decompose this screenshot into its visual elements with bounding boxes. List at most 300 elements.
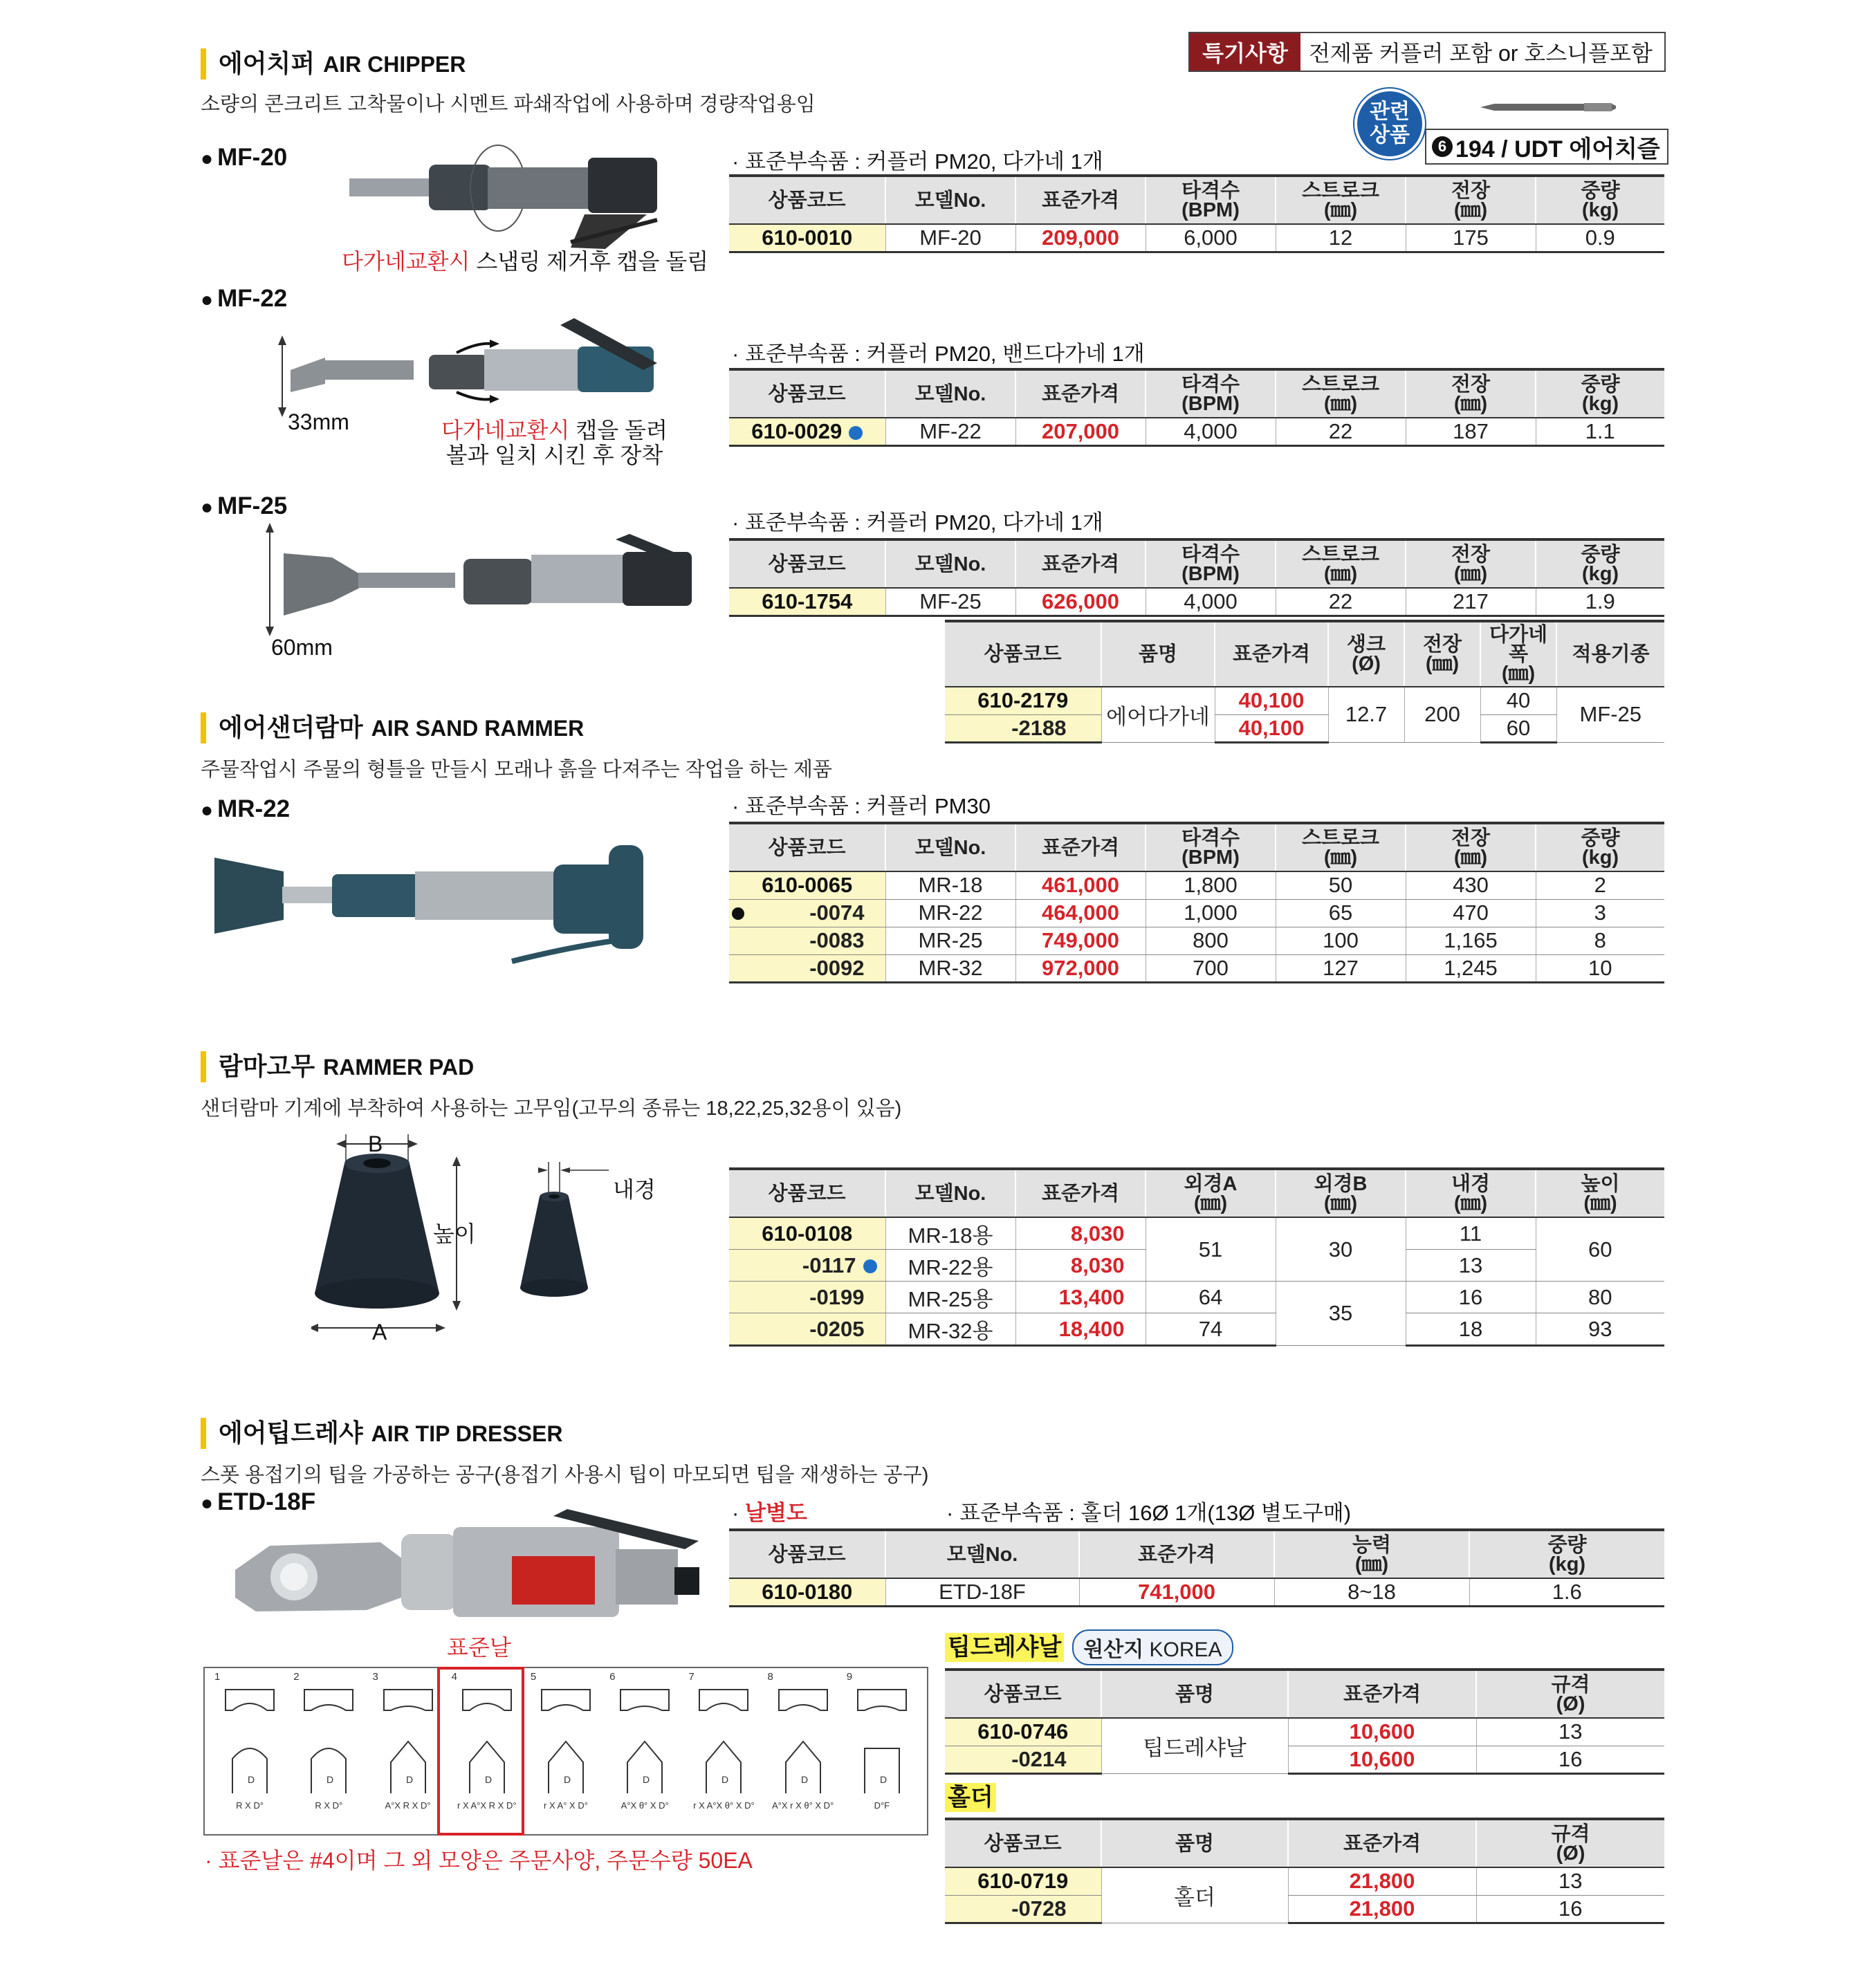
spec-cell: 6,000: [1146, 224, 1276, 252]
product-code: [729, 224, 885, 252]
column-header: 중량 (kg): [1536, 823, 1664, 871]
column-header: 상품코드: [729, 369, 885, 418]
pad-label-height: 높이: [433, 1221, 476, 1246]
column-header: 표준가격: [1015, 1169, 1146, 1217]
mf22-dim: 33mm: [288, 409, 349, 434]
table-row: [945, 1718, 1664, 1746]
chisel-code-1: -2188: [945, 714, 1101, 742]
blade-price-0: 10,600: [1288, 1718, 1476, 1746]
product-code: [729, 1578, 885, 1606]
pad-height-1: 80: [1536, 1282, 1664, 1313]
spec-cell: 22: [1276, 588, 1406, 616]
table-row: [729, 418, 1664, 445]
product-code-text: -0074: [809, 900, 865, 925]
pad-price-1: 8,030: [1015, 1250, 1146, 1282]
column-header: 상품코드: [729, 1169, 885, 1217]
column-header: 능력 (㎜): [1274, 1530, 1469, 1578]
pad-code-3: -0205: [729, 1313, 885, 1346]
chisel-price-1: 40,100: [1215, 714, 1328, 742]
related-badge-line1: 관련: [1370, 100, 1410, 123]
column-header: 품명: [1101, 621, 1215, 687]
mf20-tool-image: [342, 138, 668, 252]
blade-profile-icon: [219, 1683, 281, 1800]
mf25-accessories: · 표준부속품 : 커플러 PM20, 다가네 1개: [732, 510, 1103, 535]
column-header: 표준가격: [1079, 1530, 1274, 1578]
pad-title: [201, 1051, 474, 1082]
mf25-tool-image: [256, 519, 712, 636]
price-cell: 209,000: [1015, 224, 1146, 252]
column-header: 표준가격: [1015, 823, 1146, 871]
svg-text:D: D: [643, 1774, 650, 1785]
spec-cell: 800: [1146, 927, 1276, 954]
rammer-tool-image: [208, 837, 733, 982]
spec-cell: MR-18: [885, 871, 1015, 899]
pad-model-2: MR-25용: [885, 1282, 1015, 1313]
column-header: 타격수 (BPM): [1146, 176, 1276, 224]
chisel-table: [945, 620, 1664, 743]
spec-cell: 1.6: [1469, 1578, 1664, 1606]
mf22-note-red: 다가네교환시: [441, 418, 570, 443]
dresser-title-ko: 에어팁드레샤: [219, 1418, 363, 1447]
spec-cell: 1.9: [1536, 588, 1664, 616]
column-header: 전장 (㎜): [1406, 539, 1536, 588]
mf25-acc-text: 표준부속품 : 커플러 PM20, 다가네 1개: [744, 510, 1103, 535]
pad-model-3: MR-32용: [885, 1313, 1015, 1346]
blade-shape-number: 1: [214, 1671, 221, 1683]
svg-text:D: D: [721, 1774, 729, 1785]
mf20-acc-text: 표준부속품 : 커플러 PM20, 다가네 1개: [744, 149, 1103, 174]
column-header: 스트로크 (㎜): [1276, 369, 1406, 418]
blade-shape-caption: A°X R X D°: [385, 1800, 431, 1811]
related-num-badge: 6: [1432, 136, 1453, 157]
price-cell: 207,000: [1015, 418, 1146, 445]
origin-label: 원산지: [1083, 1638, 1144, 1661]
table-row: [945, 1867, 1664, 1895]
product-code: [729, 927, 885, 954]
pad-title-ko: 람마고무: [219, 1052, 315, 1080]
chisel-header-row: [945, 621, 1664, 687]
mf22-spec-table: [729, 368, 1664, 447]
spec-cell: MF-22: [885, 418, 1015, 445]
dresser-footnote: · 표준날은 #4이며 그 외 모양은 주문사양, 주문수량 50EA: [205, 1848, 753, 1873]
column-header: 높이 (㎜): [1536, 1169, 1664, 1217]
spec-cell: 22: [1276, 418, 1406, 445]
table-row: [945, 687, 1664, 714]
blade-shape-6: [605, 1671, 684, 1831]
new-dot-icon: [863, 1259, 877, 1273]
spec-cell: 1,000: [1146, 899, 1276, 927]
pad-code-1-text: -0117: [802, 1253, 856, 1277]
spec-cell: 8: [1536, 927, 1664, 954]
spec-cell: 217: [1406, 588, 1536, 616]
column-header: 전장 (㎜): [1406, 823, 1536, 871]
blade-price-1: 10,600: [1288, 1746, 1476, 1773]
dresser-title: [201, 1418, 562, 1449]
pad-label-b: B: [368, 1131, 383, 1156]
column-header: 타격수 (BPM): [1146, 369, 1276, 418]
blade-shapes-diagram: [203, 1667, 928, 1836]
chisel-applies: MF-25: [1556, 687, 1664, 742]
product-code-text: -0092: [809, 955, 865, 980]
new-dot-icon: [849, 426, 863, 440]
pad-height-2: 93: [1536, 1313, 1664, 1346]
blade-section-title: 팁드레샤날: [945, 1633, 1064, 1662]
mf25-header-row: [729, 539, 1664, 588]
column-header: 상품코드: [729, 823, 885, 871]
holder-table: [945, 1818, 1664, 1924]
pad-model-0: MR-18용: [885, 1217, 1015, 1250]
pad-price-0: 8,030: [1015, 1217, 1146, 1250]
table-row: [729, 224, 1664, 252]
column-header: 상품코드: [729, 539, 885, 588]
chisel-shank: 12.7: [1328, 687, 1404, 742]
spec-cell: 1,245: [1406, 954, 1536, 982]
column-header: 표준가격: [1288, 1670, 1476, 1718]
blade-shape-9: [843, 1671, 921, 1831]
column-header: 생크 (Ø): [1328, 621, 1404, 687]
spec-cell: ETD-18F: [885, 1578, 1079, 1606]
column-header: 중량 (kg): [1469, 1530, 1664, 1578]
dresser-title-en: AIR TIP DRESSER: [371, 1421, 563, 1446]
spec-cell: 12: [1276, 224, 1406, 252]
column-header: 중량 (kg): [1536, 539, 1664, 588]
spec-cell: 50: [1276, 871, 1406, 899]
rammer-title-en: AIR SAND RAMMER: [371, 716, 585, 741]
column-header: 품명: [1101, 1670, 1288, 1718]
related-badge-line2: 상품: [1370, 124, 1410, 147]
chipper-desc: 소량의 콘크리트 고착물이나 시멘트 파쇄작업에 사용하며 경량작업용임: [201, 93, 816, 115]
mf22-note-rest: 캡을 돌려: [569, 418, 668, 443]
blade-code-0: 610-0746: [945, 1718, 1101, 1746]
rammer-spec-table: [729, 822, 1664, 983]
table-row: [729, 1217, 1664, 1250]
blade-profile-icon: [614, 1683, 676, 1800]
special-text: 전제품 커플러 포함 or 호스니플포함: [1309, 41, 1653, 66]
column-header: 스트로크 (㎜): [1276, 539, 1406, 588]
pad-height-0: 60: [1536, 1217, 1664, 1282]
mf22-tool-image: [270, 315, 671, 418]
mf20-note-rest: 스냅링 제거후 캡을 돌림: [470, 249, 709, 274]
pad-model-1: MR-22용: [885, 1250, 1015, 1282]
spec-cell: 2: [1536, 871, 1664, 899]
spec-cell: 4,000: [1146, 418, 1276, 445]
table-row: [945, 1895, 1664, 1923]
mf22-accessories: · 표준부속품 : 커플러 PM20, 밴드다가네 1개: [732, 342, 1145, 366]
chisel-width-1: 60: [1480, 714, 1556, 742]
spec-cell: MR-25: [885, 927, 1015, 954]
pad-outer-a-1: 64: [1146, 1282, 1276, 1313]
chisel-width-0: 40: [1480, 687, 1556, 714]
product-code-text: 610-0180: [762, 1579, 853, 1604]
blade-header-row: [945, 1670, 1664, 1718]
blade-profile-icon: [297, 1683, 360, 1800]
blade-shape-number: 4: [451, 1671, 457, 1683]
table-row: [729, 954, 1664, 982]
pad-spec-table: [729, 1167, 1664, 1347]
spec-cell: 470: [1406, 899, 1536, 927]
holder-price-1: 21,800: [1288, 1895, 1476, 1923]
pad-label-inner: 내경: [613, 1177, 656, 1202]
price-cell: 972,000: [1015, 954, 1146, 982]
svg-text:D: D: [879, 1774, 887, 1785]
blade-shape-caption: R X D°: [315, 1800, 343, 1811]
product-code: [729, 954, 885, 982]
blade-shape-3: [368, 1671, 447, 1831]
rammer-title: [201, 712, 584, 743]
dresser-tool-image: [228, 1508, 726, 1625]
column-header: 상품코드: [945, 1819, 1101, 1867]
spec-cell: 0.9: [1536, 224, 1664, 252]
pad-label-a: A: [372, 1320, 387, 1344]
model-label-etd18f: ● ETD-18F: [201, 1488, 316, 1515]
blade-shape-7: [684, 1671, 763, 1831]
price-cell: 749,000: [1015, 927, 1146, 954]
chisel-name: 에어다가네: [1101, 687, 1215, 742]
model-label-mr22: ● MR-22: [201, 795, 291, 822]
column-header: 상품코드: [945, 621, 1101, 687]
table-row: [729, 1313, 1664, 1346]
spec-cell: 430: [1406, 871, 1536, 899]
pad-title-en: RAMMER PAD: [323, 1055, 475, 1080]
price-cell: 464,000: [1015, 899, 1146, 927]
column-header: 모델No.: [885, 539, 1015, 588]
holder-spec-0: 13: [1476, 1867, 1664, 1895]
blade-shape-caption: A°X θ° X D°: [620, 1800, 669, 1811]
blade-shape-caption: R X D°: [236, 1800, 264, 1811]
blade-shape-5: [526, 1671, 605, 1831]
model-label-mf25: ● MF-25: [201, 492, 288, 519]
model-etd18f: ETD-18F: [217, 1488, 316, 1515]
column-header: 표준가격: [1015, 539, 1146, 588]
svg-text:D: D: [327, 1774, 334, 1785]
mf20-spec-table: [729, 174, 1664, 253]
product-code-text: 610-0029: [751, 418, 843, 443]
blade-shape-number: 9: [846, 1671, 853, 1683]
column-header: 외경A (㎜): [1146, 1169, 1276, 1217]
holder-name: 홀더: [1101, 1867, 1288, 1923]
column-header: 상품코드: [729, 176, 885, 224]
pad-code-1: [729, 1250, 885, 1282]
column-header: 모델No.: [885, 1530, 1079, 1578]
blade-profile-icon: [692, 1683, 755, 1800]
blade-shape-number: 5: [530, 1671, 537, 1683]
column-header: 모델No.: [885, 823, 1015, 871]
rammer-pad-image: [311, 1127, 699, 1349]
dresser-accessories: · 표준부속품 : 홀더 16Ø 1개(13Ø 별도구매): [946, 1501, 1352, 1525]
spec-cell: 1,165: [1406, 927, 1536, 954]
spec-cell: 3: [1536, 899, 1664, 927]
blade-shape-number: 3: [372, 1671, 378, 1683]
column-header: 모델No.: [885, 176, 1015, 224]
bullet-dot-icon: [732, 907, 744, 920]
blade-name: 팁드레샤날: [1101, 1718, 1288, 1773]
dresser-desc: 스폿 용접기의 팁을 가공하는 공구(용접기 사용시 팁이 마모되면 팁을 재생하는 공구): [201, 1464, 929, 1486]
chisel-code-0: 610-2179: [945, 687, 1101, 714]
spec-cell: 8~18: [1274, 1578, 1469, 1606]
dresser-separate: · 날별도: [732, 1501, 807, 1525]
column-header: 중량 (kg): [1536, 369, 1664, 418]
std-blade-highlight: [437, 1667, 524, 1836]
column-header: 다가네폭 (㎜): [1480, 621, 1556, 687]
holder-code-1: -0728: [945, 1895, 1101, 1923]
pad-outer-a-2: 74: [1146, 1313, 1276, 1346]
product-code-text: 610-0065: [762, 873, 853, 898]
svg-text:D: D: [484, 1774, 492, 1785]
holder-price-0: 21,800: [1288, 1867, 1476, 1895]
related-text: 194 / UDT 에어치즐: [1455, 136, 1660, 163]
model-label-mf22: ● MF-22: [201, 285, 288, 312]
pad-outer-a-0: 51: [1146, 1217, 1276, 1282]
chisel-length: 200: [1404, 687, 1480, 742]
product-code: [729, 418, 885, 445]
related-badge: [1354, 89, 1425, 159]
blade-profile-icon: [772, 1683, 834, 1800]
chipper-title-en: AIR CHIPPER: [323, 52, 466, 77]
pad-inner-3: 18: [1406, 1313, 1536, 1346]
spec-cell: MF-25: [885, 588, 1015, 616]
blade-spec-0: 13: [1476, 1718, 1664, 1746]
blade-shape-2: [289, 1671, 368, 1831]
svg-text:D: D: [800, 1774, 808, 1785]
mf22-note-line2: 볼과 일치 시킨 후 장착: [445, 443, 663, 468]
spec-cell: MR-22: [885, 899, 1015, 927]
blade-shape-caption: D°F: [874, 1800, 890, 1811]
model-mf22: MF-22: [217, 285, 288, 312]
blade-shape-caption: A°X r X θ° X D°: [771, 1800, 834, 1811]
origin-value: KOREA: [1149, 1638, 1222, 1661]
model-mf25: MF-25: [217, 492, 288, 519]
product-code: [729, 588, 885, 616]
chisel-price-0: 40,100: [1215, 687, 1328, 714]
spec-cell: MR-32: [885, 954, 1015, 982]
column-header: 내경 (㎜): [1406, 1169, 1536, 1217]
mf25-spec-table: [729, 538, 1664, 617]
table-row: [729, 871, 1664, 899]
spec-cell: 187: [1406, 418, 1536, 445]
table-row: [729, 588, 1664, 616]
mf25-dim: 60mm: [271, 635, 333, 660]
blade-shape-number: 8: [767, 1671, 773, 1683]
product-code-text: 610-1754: [762, 589, 853, 613]
table-row: [729, 927, 1664, 954]
pad-desc: 샌더람마 기계에 부착하여 사용하는 고무임(고무의 종류는 18,22,25,32용이 있음): [201, 1098, 902, 1120]
model-mr22: MR-22: [217, 795, 291, 822]
special-note: [1188, 32, 1666, 72]
product-code: [729, 871, 885, 899]
table-row: [729, 1578, 1664, 1606]
pad-price-3: 18,400: [1015, 1313, 1146, 1346]
model-mf20: MF-20: [217, 144, 288, 171]
pad-outer-b-1: 35: [1276, 1282, 1406, 1346]
column-header: 스트로크 (㎜): [1276, 823, 1406, 871]
column-header: 모델No.: [885, 369, 1015, 418]
product-code: [729, 899, 885, 927]
std-blade-label: 표준날: [447, 1635, 511, 1660]
price-cell: 741,000: [1079, 1578, 1274, 1606]
product-code-text: 610-0010: [762, 225, 853, 250]
spec-cell: 10: [1536, 954, 1664, 982]
mf22-acc-text: 표준부속품 : 커플러 PM20, 밴드다가네 1개: [744, 342, 1145, 366]
chipper-title: [201, 48, 466, 80]
dresser-footnote-text: 표준날은 #4이며 그 외 모양은 주문사양, 주문수량 50EA: [218, 1848, 753, 1873]
blade-shape-number: 7: [688, 1671, 695, 1683]
mf20-header-row: [729, 176, 1664, 224]
pad-inner-0: 11: [1406, 1217, 1536, 1250]
blade-shape-number: 6: [609, 1671, 616, 1683]
column-header: 전장 (㎜): [1406, 369, 1536, 418]
blade-shape-caption: r X A° X D°: [544, 1800, 588, 1811]
column-header: 표준가격: [1015, 369, 1146, 418]
spec-cell: 1,800: [1146, 871, 1276, 899]
column-header: 중량 (kg): [1536, 176, 1664, 224]
dresser-header-row: [729, 1530, 1664, 1578]
price-cell: 461,000: [1015, 871, 1146, 899]
mf22-note: [441, 418, 668, 468]
column-header: 표준가격: [1288, 1819, 1476, 1867]
column-header: 표준가격: [1015, 176, 1146, 224]
spec-cell: 4,000: [1146, 588, 1276, 616]
column-header: 스트로크 (㎜): [1276, 176, 1406, 224]
rammer-acc-text: 표준부속품 : 커플러 PM30: [744, 794, 991, 818]
spec-cell: 100: [1276, 927, 1406, 954]
column-header: 품명: [1101, 1819, 1288, 1867]
column-header: 외경B (㎜): [1276, 1169, 1406, 1217]
table-row: [729, 899, 1664, 927]
mf22-header-row: [729, 369, 1664, 418]
blade-table: [945, 1668, 1664, 1775]
pad-price-2: 13,400: [1015, 1282, 1146, 1313]
rammer-accessories: · 표준부속품 : 커플러 PM30: [732, 794, 991, 818]
column-header: 모델No.: [885, 1169, 1015, 1217]
special-label: 특기사항: [1190, 33, 1300, 71]
dresser-acc-text: 표준부속품 : 홀더 16Ø 1개(13Ø 별도구매): [959, 1501, 1352, 1525]
column-header: 적용기종: [1556, 621, 1664, 687]
blade-shape-8: [764, 1671, 843, 1831]
holder-spec-1: 16: [1476, 1895, 1664, 1923]
spec-cell: 127: [1276, 954, 1406, 982]
origin-badge: [1072, 1629, 1233, 1665]
model-label-mf20: ● MF-20: [201, 144, 288, 171]
holder-code-0: 610-0719: [945, 1867, 1101, 1895]
column-header: 상품코드: [945, 1670, 1101, 1718]
holder-header-row: [945, 1819, 1664, 1867]
blade-code-1: -0214: [945, 1746, 1101, 1773]
chisel-icon: [1480, 97, 1619, 118]
mf20-note-red: 다가네교환시: [342, 249, 470, 274]
pad-inner-1: 13: [1406, 1250, 1536, 1282]
svg-text:D: D: [563, 1774, 571, 1785]
rammer-header-row: [729, 823, 1664, 871]
blade-shape-caption: r X A°X R X D°: [457, 1800, 517, 1811]
column-header: 타격수 (BPM): [1146, 823, 1276, 871]
table-row: [729, 1282, 1664, 1313]
blade-shape-list: [210, 1671, 921, 1831]
column-header: 표준가격: [1215, 621, 1328, 687]
pad-outer-b-0: 30: [1276, 1217, 1406, 1282]
blade-shape-1: [210, 1671, 289, 1831]
pad-inner-2: 16: [1406, 1282, 1536, 1313]
mf20-note: [342, 249, 708, 274]
chipper-title-ko: 에어치퍼: [219, 49, 315, 77]
spec-cell: 175: [1406, 224, 1536, 252]
spec-cell: 700: [1146, 954, 1276, 982]
column-header: 규격 (Ø): [1476, 1819, 1664, 1867]
blade-section-header: [945, 1629, 1233, 1665]
column-header: 규격 (Ø): [1476, 1670, 1664, 1718]
related-link[interactable]: [1425, 129, 1668, 165]
blade-profile-icon: [535, 1683, 597, 1800]
column-header: 타격수 (BPM): [1146, 539, 1276, 588]
